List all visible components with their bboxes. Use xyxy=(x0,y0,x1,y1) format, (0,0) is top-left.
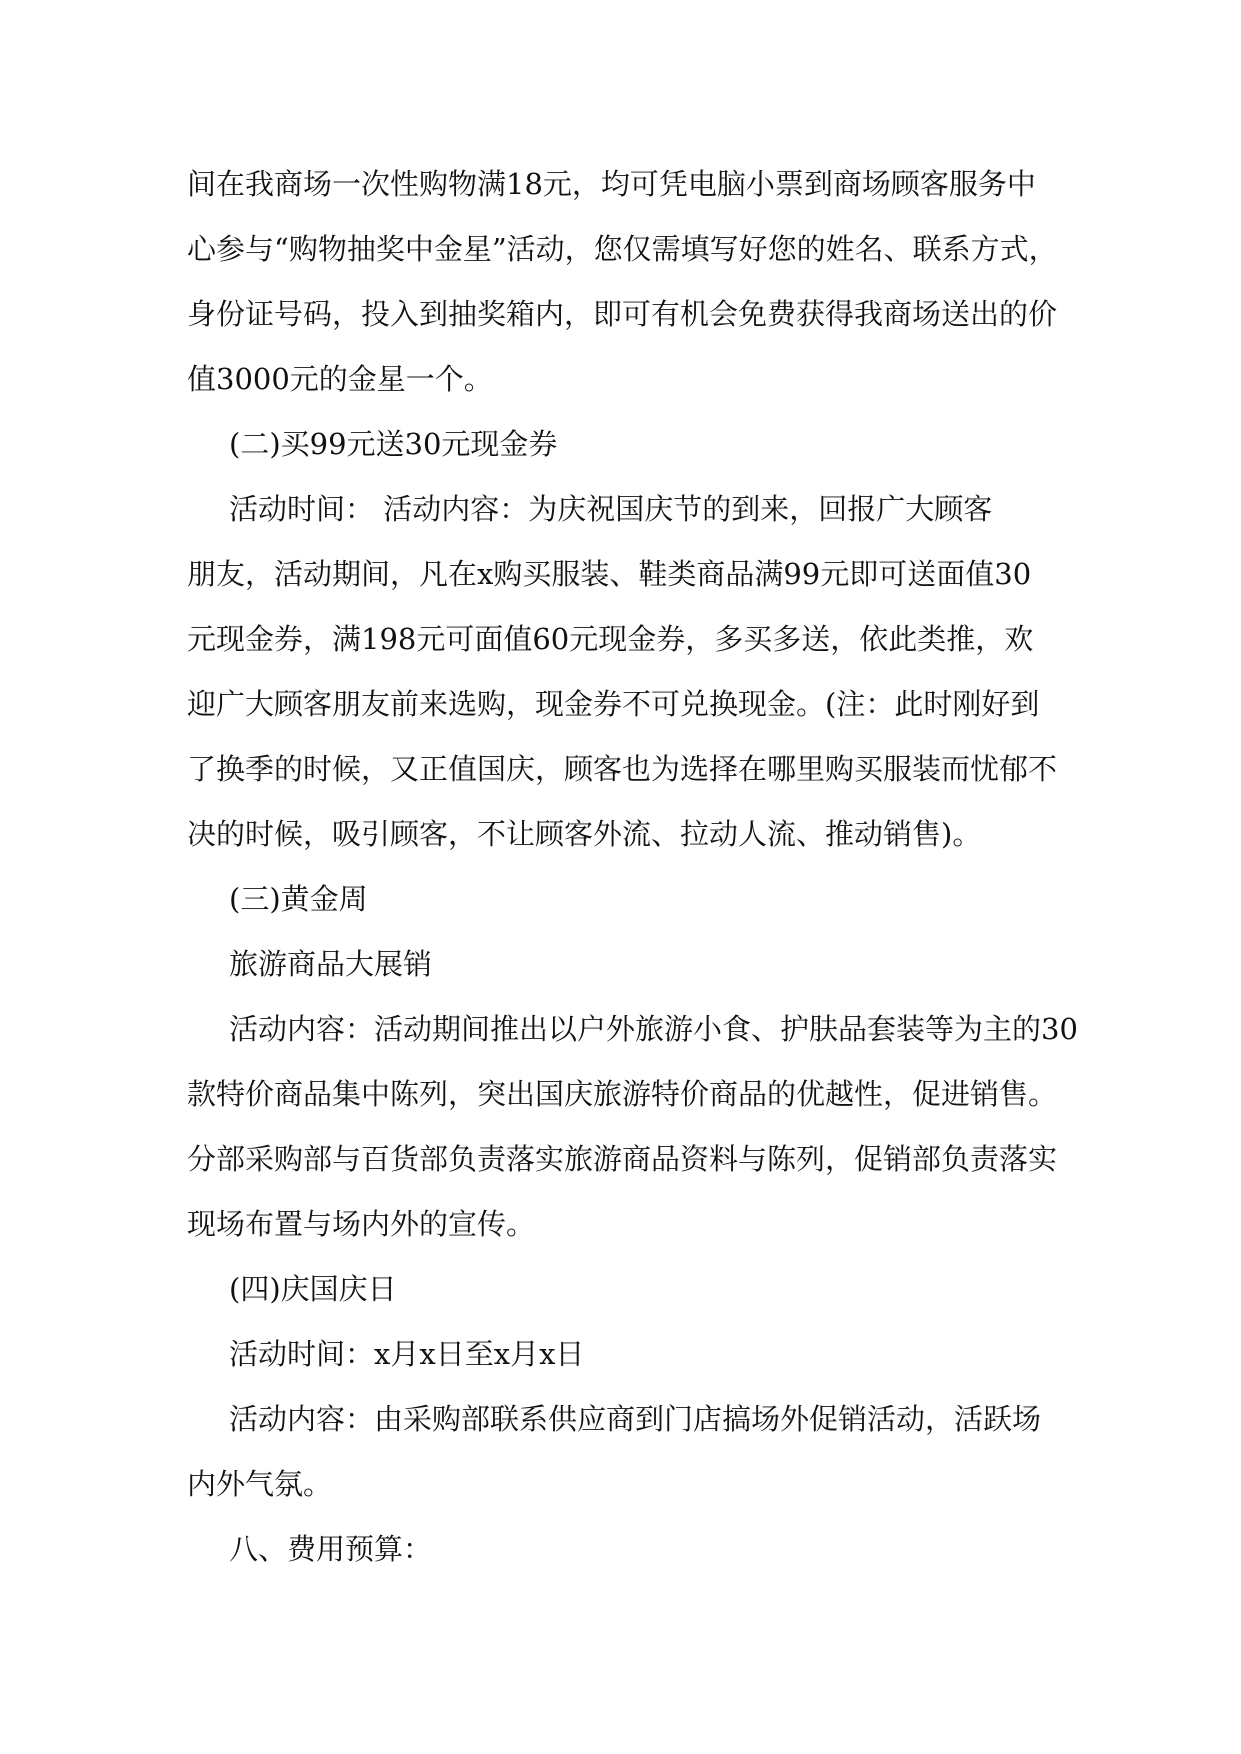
paragraph-line: 朋友，活动期间，凡在x购买服装、鞋类商品满99元即可送面值30 xyxy=(187,557,1032,591)
paragraph-line: 了换季的时候，又正值国庆，顾客也为选择在哪里购买服装而忧郁不 xyxy=(187,752,1058,786)
paragraph-line: 现场布置与场内外的宣传。 xyxy=(187,1207,536,1241)
subheading: 旅游商品大展销 xyxy=(229,947,433,981)
paragraph-line: 心参与“购物抽奖中金星”活动，您仅需填写好您的姓名、联系方式， xyxy=(187,232,1058,266)
section-heading: (三)黄金周 xyxy=(229,882,368,916)
section-heading: (四)庆国庆日 xyxy=(229,1272,397,1306)
paragraph-line: 活动内容：活动期间推出以户外旅游小食、护肤品套装等为主的30 xyxy=(229,1012,1078,1046)
paragraph-line: 值3000元的金星一个。 xyxy=(187,362,493,396)
paragraph-line: 内外气氛。 xyxy=(187,1467,333,1501)
paragraph-line: 决的时候，吸引顾客，不让顾客外流、拉动人流、推动销售)。 xyxy=(187,817,982,851)
document-body xyxy=(187,152,1087,1582)
paragraph-line: 分部采购部与百货部负责落实旅游商品资料与陈列，促销部负责落实 xyxy=(187,1142,1058,1176)
paragraph-line: 身份证号码，投入到抽奖箱内，即可有机会免费获得我商场送出的价 xyxy=(187,297,1058,331)
paragraph-line: 活动时间：x月x日至x月x日 xyxy=(229,1337,585,1371)
paragraph-line: 款特价商品集中陈列，突出国庆旅游特价商品的优越性，促进销售。 xyxy=(187,1077,1058,1111)
paragraph-line: 间在我商场一次性购物满18元，均可凭电脑小票到商场顾客服务中 xyxy=(187,167,1036,201)
paragraph-line: 活动时间： 活动内容：为庆祝国庆节的到来，回报广大顾客 xyxy=(229,492,993,526)
paragraph-line: 活动内容：由采购部联系供应商到门店搞场外促销活动，活跃场 xyxy=(229,1402,1042,1436)
paragraph-line: 元现金券，满198元可面值60元现金券，多买多送，依此类推，欢 xyxy=(187,622,1034,656)
section-heading: (二)买99元送30元现金券 xyxy=(229,427,558,461)
paragraph-line: 迎广大顾客朋友前来选购，现金券不可兑换现金。(注：此时刚好到 xyxy=(187,687,1040,721)
section-heading: 八、费用预算： xyxy=(229,1532,433,1566)
